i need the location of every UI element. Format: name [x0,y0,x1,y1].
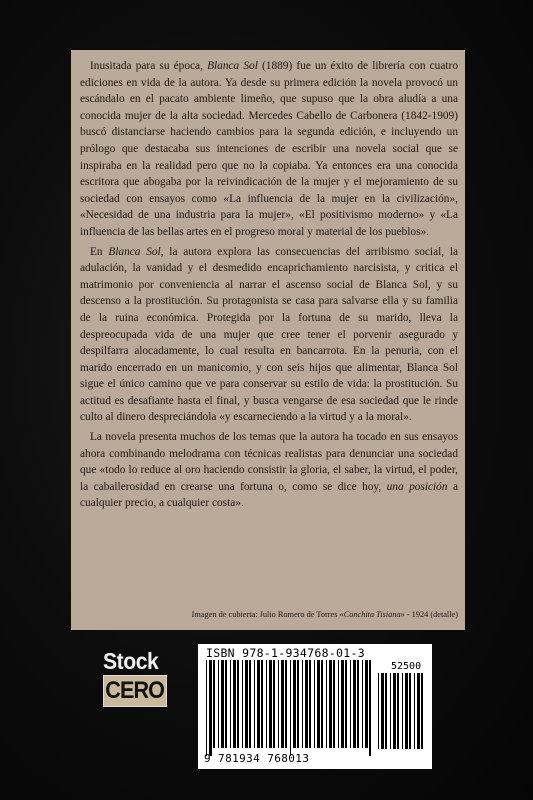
logo-cero-box [103,675,167,707]
blurb [80,58,458,515]
ean-digits: 9 781934 768013 [204,752,310,765]
blurb-paragraph: La novela presenta muchos de los temas que la autora ha tocado en sus ensayos ahora combinando melodrama con técnicas realistas para denunciar una sociedad que «todo lo reduce al oro haciendo consistir la gloria, el saber, la virtud, el poder, la caballerosidad en crearse una fortuna o, como se dice hoy, una posición a cualquier precio, a cualquier costa». [80,431,459,510]
addon-price: 52500 [391,661,422,672]
cover-image-credit: Imagen de cubierta: Julio Romero de Torres «Conchita Tisiana» - 1924 (detalle) [191,610,458,619]
ean-barcode-bars [206,660,374,756]
logo-stock-text: Stock [103,648,159,674]
blurb-paragraph: Inusitada para su época, Blanca Sol (1889) fue un éxito de librería con cuatro ediciones en vida de la autora. Ya desde su primera edición la novela provocó un escándalo en el pacato ambiente limeño, que supuso que la obra aludía a una conocida mujer de la alta sociedad. Mercedes Cabello de Carbonera (1842-1909) buscó distanciarse haciendo cambios para la segunda edición, e incluyendo un prólogo que destacaba sus intenciones de escribir una novela social que se inspiraba en la realidad pero que no la copiaba. Ya entonces era una conocida escritora que abogaba por la reivindicación de la mujer y el mejoramiento de su sociedad con ensayos como «La influencia de la mujer en la civilización», «Necesidad de una industria para la mujer», «El positivismo moderno» y «La influencia de las bellas artes en el progreso moral y material de los pueblos». [80,60,458,238]
blurb-paragraph: En Blanca Sol, la autora explora las consecuencias del arribismo social, la adulación, la vanidad y el desmedido encaprichamiento narcisista, y critica el matrimonio por conveniencia al narrar el ascenso social de Blanca Sol, y su descenso a la prostitución. Su protagonista se casa para salvarse ella y su familia de la ruina económica. Protegida por la fortuna de su marido, lleva la despreocupada vida de una mujer que cree tener el porvenir asegurado y despilfarra alocadamente, lo cual resulta en bancarrota. En la penuria, con el marido encerrado en un manicomio, y con seis hijos que alimentar, Blanca Sol sigue el único camino que ve para conservar su estilo de vida: la prostitución. Su actitud es desafiante hasta el final, y busca vengarse de esa sociedad que le rinde culto al dinero despreciándola «y escarneciendo a la virtud y a la moral». [80,245,459,424]
logo-cero-text: CERO [105,677,165,704]
isbn-text: ISBN 978-1-934768-01-3 [206,646,365,660]
publisher-logo [103,648,165,705]
addon-barcode-bars [378,673,426,757]
